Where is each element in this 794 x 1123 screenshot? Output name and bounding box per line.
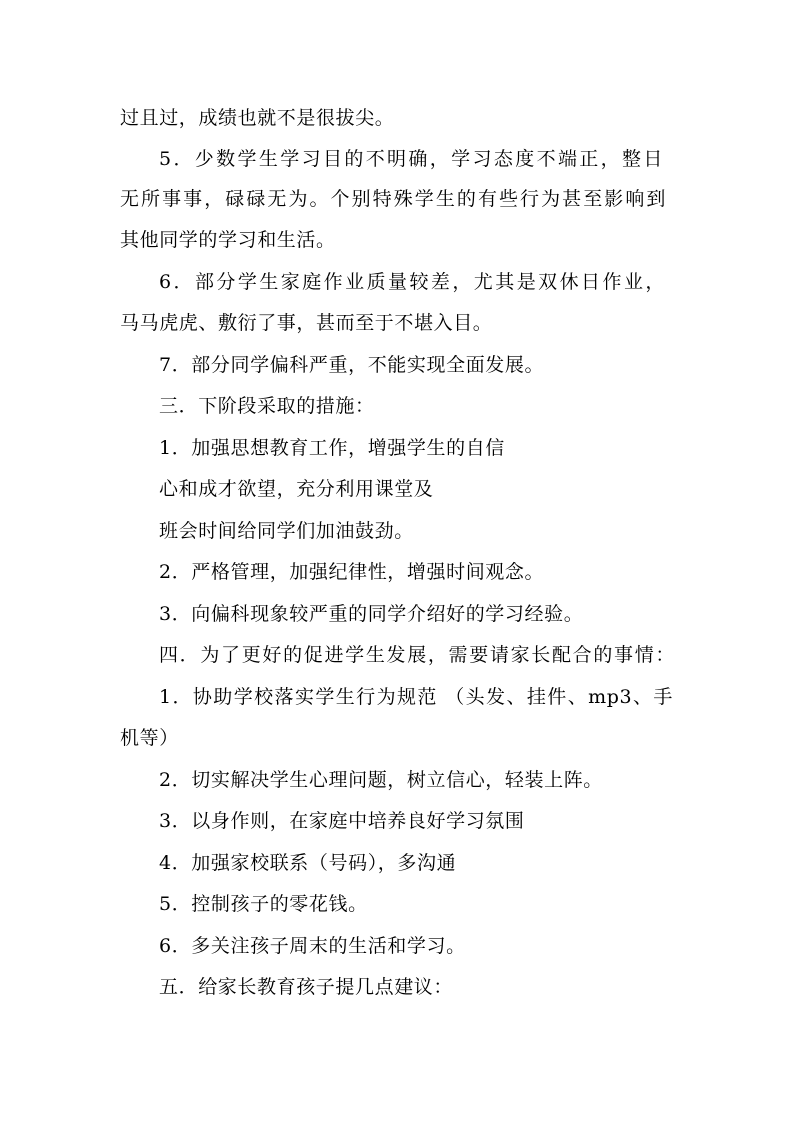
text-line: 6．部分学生家庭作业质量较差，尤其是双休日作业， bbox=[159, 271, 665, 293]
text-line: 5．少数学生学习目的不明确，学习态度不端正，整日 bbox=[159, 148, 663, 170]
text-line: 马马虎虎、敷衍了事，甚而至于不堪入目。 bbox=[120, 312, 493, 334]
text-line: 2．切实解决学生心理问题，树立信心，轻装上阵。 bbox=[159, 769, 603, 791]
text-line: 机等） bbox=[120, 727, 179, 749]
text-line: 1．协助学校落实学生行为规范 （头发、挂件、mp3、手 bbox=[159, 686, 673, 708]
text-line: 4．加强家校联系（号码），多沟通 bbox=[159, 852, 457, 874]
text-line: 班会时间给同学们加油鼓劲。 bbox=[159, 520, 414, 542]
text-line: 5．控制孩子的零花钱。 bbox=[159, 893, 368, 915]
section-heading: 五．给家长教育孩子提几点建议： bbox=[159, 976, 454, 998]
text-line: 3．以身作则，在家庭中培养良好学习氛围 bbox=[159, 810, 525, 832]
section-heading: 四．为了更好的促进学生发展，需要请家长配合的事情： bbox=[159, 644, 675, 666]
text-line: 6．多关注孩子周末的生活和学习。 bbox=[159, 935, 466, 957]
text-line: 无所事事，碌碌无为。个别特殊学生的有些行为甚至影响到 bbox=[120, 188, 666, 210]
text-line: 3．向偏科现象较严重的同学介绍好的学习经验。 bbox=[159, 603, 584, 625]
text-line: 2．严格管理，加强纪律性，增强时间观念。 bbox=[159, 561, 545, 583]
text-line: 心和成才欲望，充分利用课堂及 bbox=[159, 478, 434, 500]
text-line: 其他同学的学习和生活。 bbox=[120, 229, 336, 251]
text-line: 7．部分同学偏科严重，不能实现全面发展。 bbox=[159, 354, 545, 376]
text-line: 过且过，成绩也就不是很拔尖。 bbox=[120, 107, 395, 129]
section-heading: 三．下阶段采取的措施： bbox=[159, 395, 375, 417]
text-line: 1．加强思想教育工作，增强学生的自信 bbox=[159, 437, 505, 459]
